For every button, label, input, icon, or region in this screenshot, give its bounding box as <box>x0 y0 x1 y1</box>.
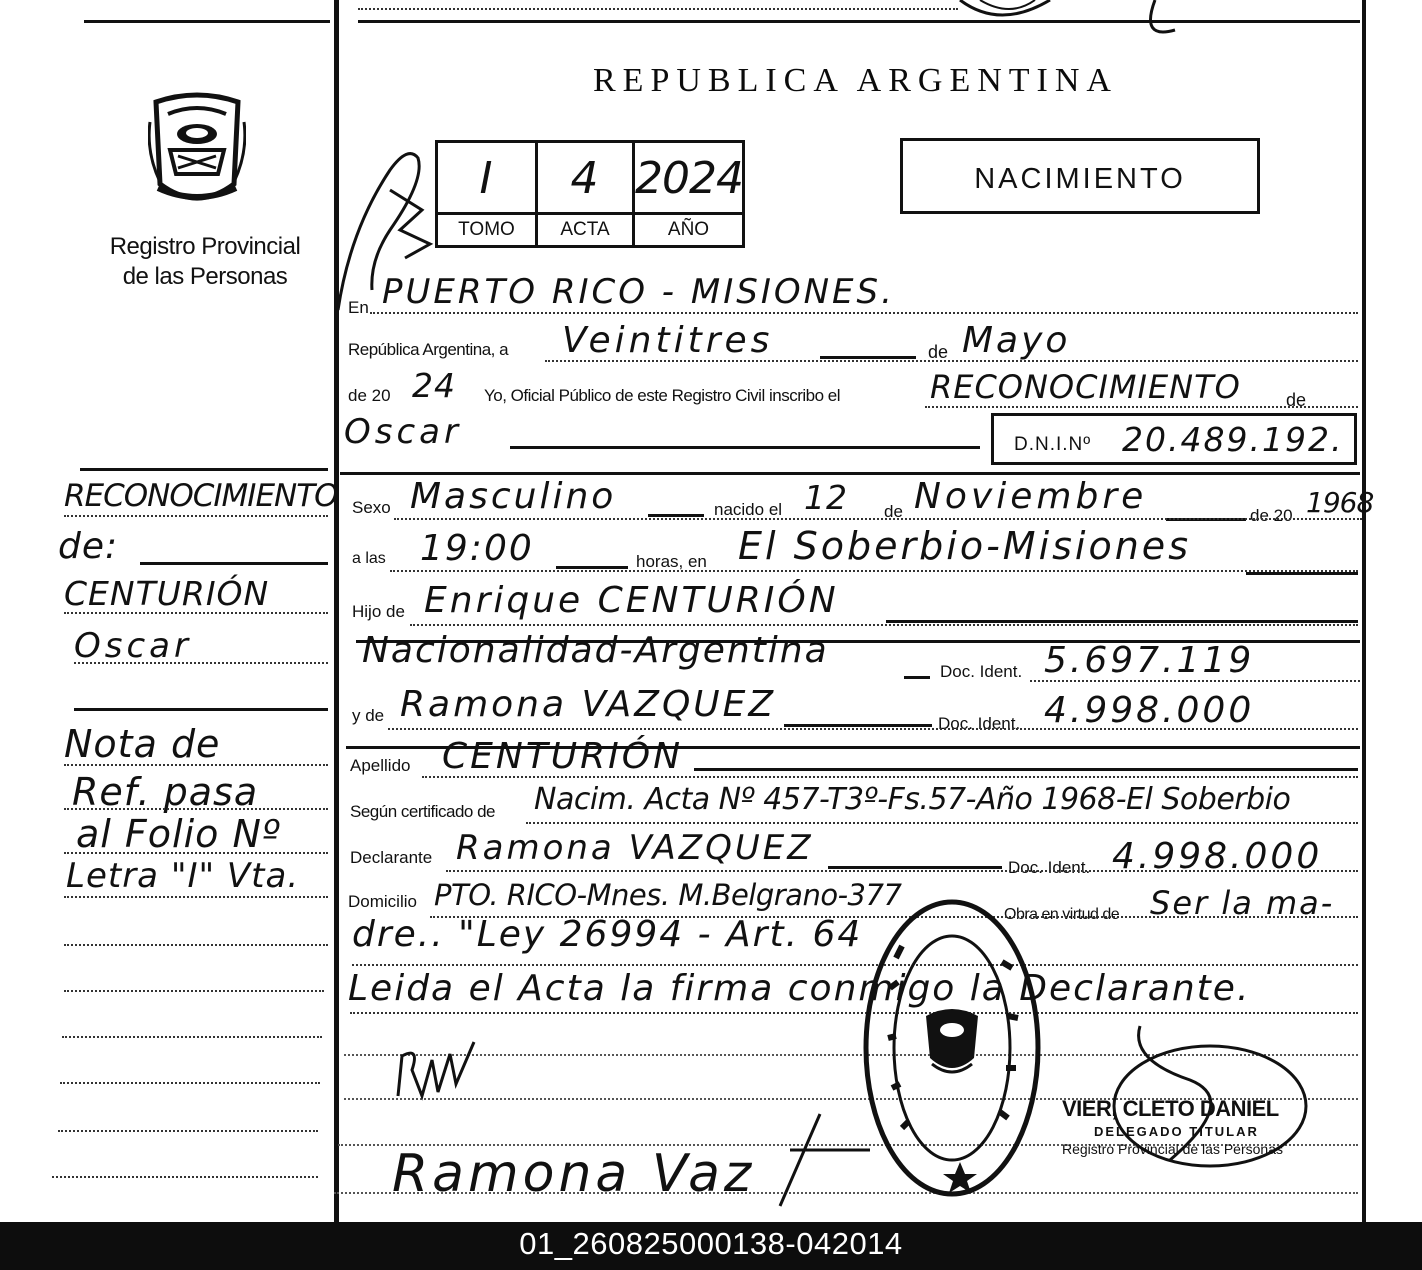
official-title: DELEGADO TITULAR <box>1094 1124 1259 1139</box>
line-law <box>352 964 1358 966</box>
declarant-doc-value: 4.998.000 <box>1112 836 1323 877</box>
declarant-initials-signature <box>392 1036 502 1106</box>
official-org: Registro Provincial de las Personas <box>1062 1141 1283 1157</box>
mother-dash <box>784 724 932 727</box>
birth-place-dash <box>1246 572 1358 575</box>
margin-dotline-13 <box>52 1176 318 1178</box>
acta-cell <box>538 143 635 245</box>
certificate-value: Nacim. Acta Nº 457-T3º-Fs.57-Año 1968-El Soberbio <box>534 782 1291 817</box>
margin-dotline-11 <box>60 1082 320 1084</box>
sex-dash <box>648 514 704 517</box>
declarant-signature: Ramona Vaz <box>392 1144 756 1204</box>
margin-dash-1 <box>140 562 328 565</box>
name-dash <box>510 446 980 449</box>
line-father-doc <box>1030 680 1360 682</box>
label-de-month: de <box>928 342 949 362</box>
day-value: Veintitres <box>562 320 774 361</box>
country-title: REPUBLICA ARGENTINA <box>593 62 1118 99</box>
birth-month-value: Noviembre <box>914 476 1148 517</box>
label-declarante: Declarante <box>350 848 433 867</box>
registration-grid <box>435 140 745 248</box>
line-date <box>545 360 1358 362</box>
label-hijo-de: Hijo de <box>352 602 405 621</box>
nationality-dash <box>904 676 930 679</box>
place-value: PUERTO RICO - MISIONES. <box>382 272 895 312</box>
tomo-label: TOMO <box>438 212 535 245</box>
label-doc-ident-declarant: Doc. Ident. <box>1008 858 1091 877</box>
file-id-label: 01_260825000138-042014 <box>519 1226 903 1261</box>
top-dotted-rule <box>358 8 958 10</box>
label-republica: República Argentina, a <box>348 340 509 359</box>
act-kind-value: RECONOCIMIENTO <box>930 368 1241 406</box>
label-dni: D.N.I.Nº <box>1014 434 1092 455</box>
father-nationality-value: Nacionalidad-Argentina <box>362 630 829 671</box>
year-suffix-value: 24 <box>412 366 456 405</box>
law-line-value: dre.. "Ley 26994 - Art. 64 <box>352 914 863 955</box>
birth-time-value: 19:00 <box>420 528 534 569</box>
delegation-stamp-icon <box>862 898 1042 1198</box>
margin-note-line2: Ref. pasa <box>72 770 259 814</box>
margin-rule-1 <box>80 468 328 471</box>
record-type-label: NACIMIENTO <box>974 163 1186 195</box>
mother-doc-value: 4.998.000 <box>1044 690 1255 731</box>
acta-value: 4 <box>570 153 600 204</box>
surname-value: CENTURIÓN <box>442 736 684 777</box>
label-a-las: a las <box>352 550 386 567</box>
top-rule-right <box>358 20 1360 23</box>
margin-dotline-9 <box>64 990 324 992</box>
label-segun: Según certificado de <box>350 802 495 821</box>
margin-dotline-3 <box>74 662 328 664</box>
margin-recognition-title: RECONOCIMIENTO <box>64 478 338 514</box>
dni-box <box>991 413 1357 465</box>
line-surname <box>422 776 1358 778</box>
label-domicilio: Domicilio <box>348 892 417 911</box>
official-stamp <box>1062 1096 1283 1157</box>
line-act-kind <box>925 406 1358 408</box>
sex-value: Masculino <box>410 476 617 517</box>
anio-value: 2024 <box>635 153 743 204</box>
tomo-value: I <box>479 153 494 204</box>
line-certificate <box>526 822 1358 824</box>
margin-dotline-1 <box>64 515 328 517</box>
birth-place-value: El Soberbio-Misiones <box>738 524 1191 568</box>
top-stamp-fragment <box>940 0 1180 44</box>
margin-dotline-10 <box>62 1036 322 1038</box>
line-mother <box>388 728 1358 730</box>
surname-dash <box>694 768 1358 771</box>
label-en: En <box>348 298 369 317</box>
father-doc-value: 5.697.119 <box>1044 640 1255 681</box>
time-dash <box>556 566 628 569</box>
label-de-end: de <box>1286 390 1307 410</box>
margin-dotline-6 <box>64 852 328 854</box>
declarant-dash <box>828 866 1002 869</box>
label-sexo: Sexo <box>352 498 391 517</box>
anio-label: AÑO <box>635 212 742 245</box>
birth-year-value: 1968 <box>1306 486 1374 519</box>
margin-dotline-4 <box>64 764 328 766</box>
margin-surname: CENTURIÓN <box>64 574 270 613</box>
mother-value: Ramona VAZQUEZ <box>400 684 777 725</box>
tomo-cell <box>438 143 538 245</box>
line-sex <box>394 518 1362 520</box>
margin-recognition-de: de: <box>58 526 119 567</box>
label-doc-ident-father: Doc. Ident. <box>940 662 1023 681</box>
line-time <box>390 570 1358 572</box>
margin-dotline-12 <box>58 1130 318 1132</box>
acts-as-value: Ser la ma- <box>1150 884 1335 922</box>
declarant-value: Ramona VAZQUEZ <box>456 828 814 868</box>
label-doc-ident-mother: Doc. Ident. <box>938 714 1021 733</box>
margin-rule-2 <box>74 708 328 711</box>
line-declarant <box>446 870 1358 872</box>
name-value: Oscar <box>344 412 462 452</box>
father-value: Enrique CENTURIÓN <box>424 580 839 621</box>
label-horas-en: horas, en <box>636 552 707 571</box>
margin-dotline-2 <box>64 612 328 614</box>
label-nacido-el: nacido el <box>714 500 783 519</box>
anio-cell <box>635 143 742 245</box>
section-rule-1 <box>340 472 1360 475</box>
father-dash <box>886 620 1358 623</box>
province-emblem-icon <box>148 92 246 210</box>
day-dash <box>820 356 916 359</box>
record-type-box <box>900 138 1260 214</box>
margin-note-line1: Nota de <box>64 722 221 766</box>
line-father <box>410 624 1358 626</box>
label-obra: Obra en virtud de <box>1004 906 1120 923</box>
label-de-year: de 20 <box>1250 506 1293 525</box>
registry-office-line2: de las Personas <box>122 263 288 290</box>
right-page-border <box>1362 0 1366 1222</box>
registry-office-line1: Registro Provincial <box>109 233 301 260</box>
registry-office-name <box>90 232 320 292</box>
margin-note-line4: Letra "I" Vta. <box>66 856 300 896</box>
acta-label: ACTA <box>538 212 632 245</box>
margin-note-line3: al Folio Nº <box>76 812 281 856</box>
label-de20: de 20 <box>348 386 391 405</box>
label-de-birth-month: de <box>884 502 903 521</box>
address-value: PTO. RICO-Mnes. M.Belgrano-377 <box>434 878 902 912</box>
line-en <box>370 312 1358 314</box>
margin-dotline-7 <box>64 896 328 898</box>
birth-day-value: 12 <box>804 478 848 517</box>
read-line-value: Leida el Acta la firma conmigo la Declarante. <box>348 968 1251 1009</box>
official-name: VIER, CLETO DANIEL <box>1062 1096 1279 1121</box>
label-yo-oficial: Yo, Oficial Público de este Registro Civil inscribo el <box>484 386 840 405</box>
margin-dotline-8 <box>64 944 328 946</box>
margin-dotline-5 <box>64 808 328 810</box>
margin-given-name: Oscar <box>74 626 192 666</box>
label-apellido: Apellido <box>350 756 411 775</box>
top-rule-left <box>84 20 330 23</box>
month-value: Mayo <box>962 320 1071 361</box>
label-y-de: y de <box>352 706 385 725</box>
dni-value: 20.489.192. <box>1122 420 1344 459</box>
